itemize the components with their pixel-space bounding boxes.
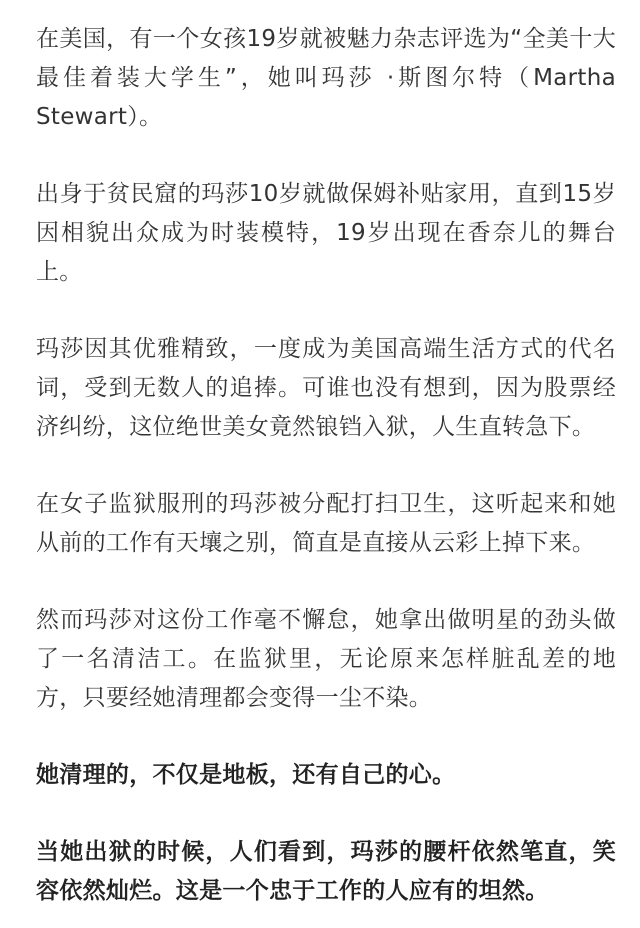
text-line: 出身于贫民窟的玛莎10岁就做保姆补贴家用，直到15岁: [36, 181, 616, 207]
text-line: 容依然灿烂。这是一个忠于工作的人应有的坦然。: [36, 878, 549, 904]
text-line: 她清理的，不仅是地板，还有自己的心。: [36, 762, 456, 788]
text-line: 词，受到无数人的追捧。可谁也没有想到，因为股票经: [36, 375, 616, 401]
text-line: 最佳着装大学生”，她叫玛莎 ·斯图尔特（Martha: [36, 65, 616, 91]
text-line: 方，只要经她清理都会变得一尘不染。: [36, 685, 433, 711]
text-line: 上。: [36, 259, 83, 285]
text-line: Stewart）。: [36, 104, 163, 130]
text-line: 从前的工作有天壤之别，简直是直接从云彩上掉下来。: [36, 530, 596, 556]
text-line: 当她出狱的时候，人们看到，玛莎的腰杆依然笔直，笑: [36, 839, 616, 865]
text-line: 因相貌出众成为时装模特，19岁出现在香奈儿的舞台: [36, 220, 616, 246]
text-line: 济纠纷，这位绝世美女竟然锒铛入狱，人生直转急下。: [36, 414, 596, 440]
text-line: 然而玛莎对这份工作毫不懈怠，她拿出做明星的劲头做: [36, 607, 616, 633]
text-line: 了一名清洁工。在监狱里，无论原来怎样脏乱差的地: [36, 646, 616, 672]
text-line: 玛莎因其优雅精致，一度成为美国高端生活方式的代名: [36, 336, 616, 362]
text-line: 在女子监狱服刑的玛莎被分配打扫卫生，这听起来和她: [36, 491, 616, 517]
text-line: 在美国，有一个女孩19岁就被魅力杂志评选为“全美十大: [36, 26, 616, 52]
